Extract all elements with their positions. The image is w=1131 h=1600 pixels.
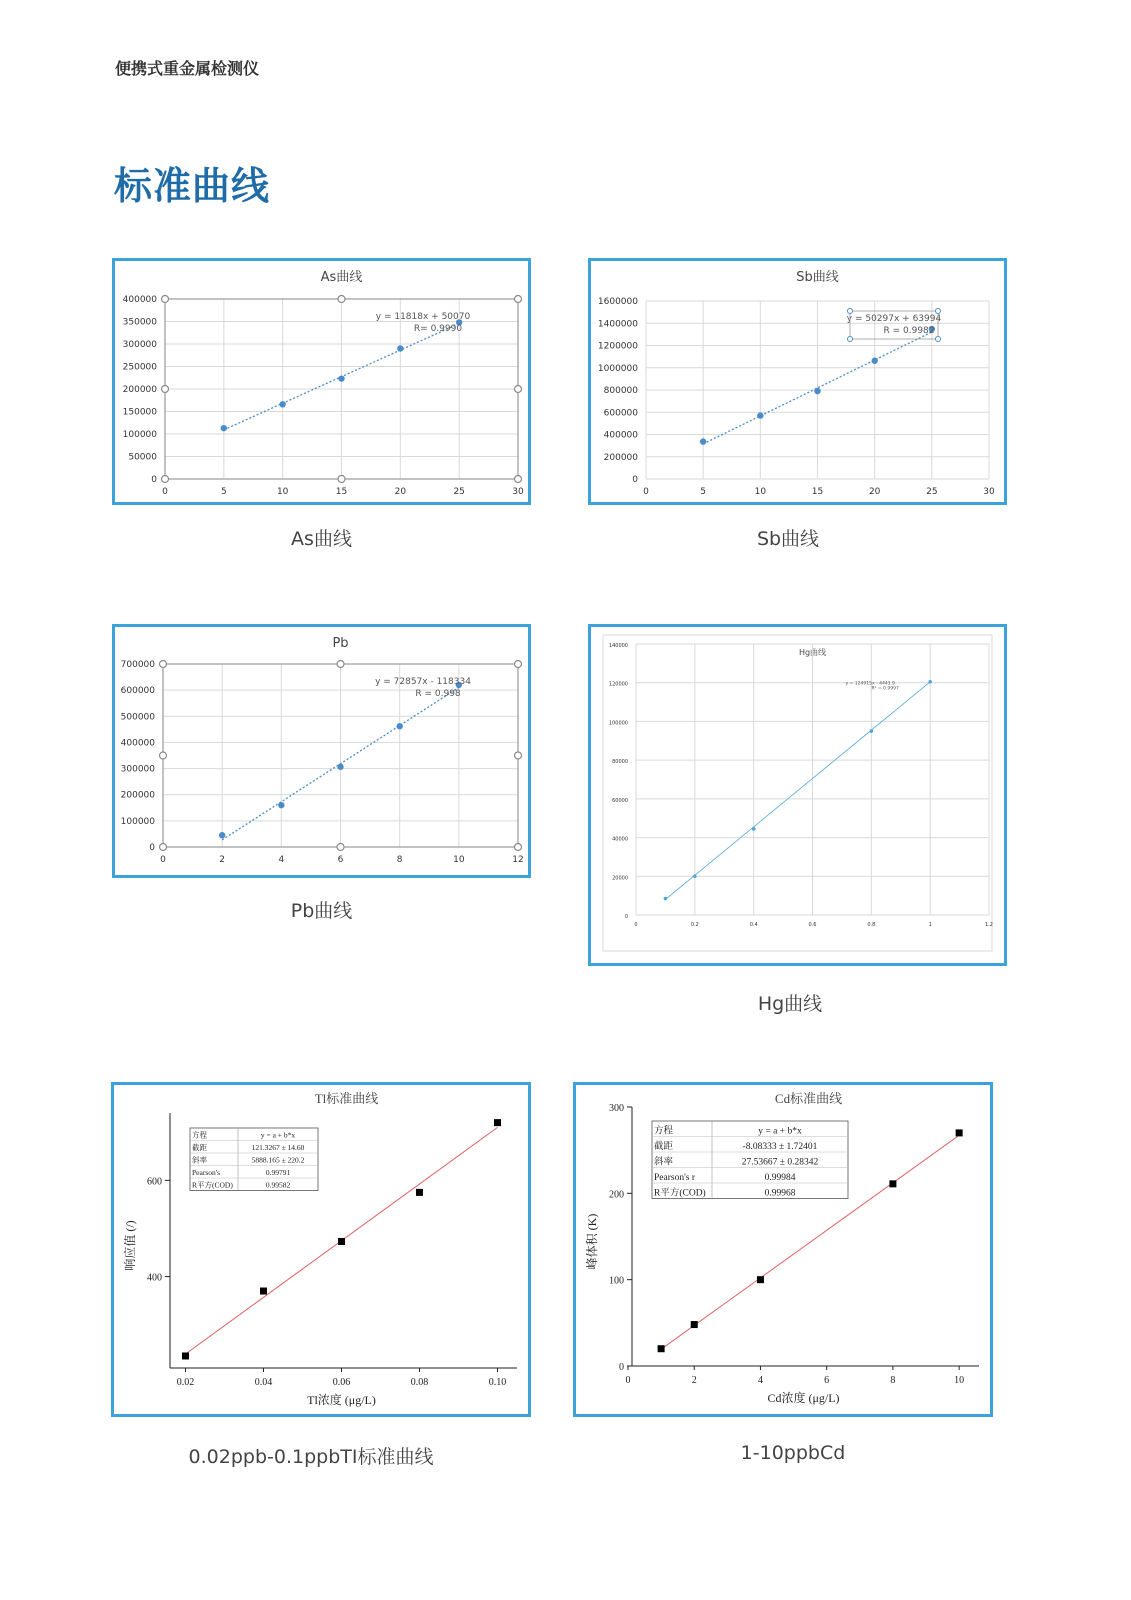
tl-stats-key: R平方(COD) xyxy=(192,1180,233,1190)
pb-data-point xyxy=(278,802,284,808)
cd-ytick-label: 300 xyxy=(609,1103,624,1114)
cd-xtick-label: 8 xyxy=(890,1375,896,1386)
sb-ytick-label: 800000 xyxy=(603,386,638,396)
pb-equation-line: y = 72857x - 118334 xyxy=(375,677,471,687)
pb-ytick-label: 600000 xyxy=(120,686,155,697)
cd-stats-value: 27.53667 ± 0.28342 xyxy=(741,1157,819,1168)
pb-xtick-label: 6 xyxy=(337,855,344,865)
tl-stats-value: 121.3267 ± 14.60 xyxy=(251,1143,305,1152)
as-caption: As曲线 xyxy=(291,528,352,550)
sb-equation-line: R = 0.9982 xyxy=(883,326,935,336)
pb-xtick-label: 8 xyxy=(396,855,403,865)
hg-chart-svg xyxy=(591,627,1004,963)
pb-xtick-label: 0 xyxy=(160,855,166,865)
tl-stats-value: y = a + b*x xyxy=(260,1130,296,1140)
as-ytick-label: 250000 xyxy=(122,362,157,373)
hg-ytick-label: 40000 xyxy=(612,836,628,843)
pb-xtick-label: 4 xyxy=(278,855,285,865)
hg-ytick-label: 120000 xyxy=(608,681,628,688)
cd-xtick-label: 10 xyxy=(954,1375,965,1386)
tl-chart-title: Tl标准曲线 xyxy=(314,1091,379,1106)
sb-ytick-label: 1600000 xyxy=(597,297,638,307)
pb-ytick-label: 300000 xyxy=(120,764,155,775)
cd-data-point xyxy=(757,1276,764,1283)
cd-ytick-label: 0 xyxy=(619,1362,624,1373)
tl-caption: 0.02ppb-0.1ppbTI标准曲线 xyxy=(188,1446,434,1468)
cd-xtick-label: 0 xyxy=(625,1375,631,1386)
sb-chart-frame xyxy=(588,258,1007,505)
cd-stats-key: 方程 xyxy=(654,1126,674,1137)
tl-xtick-label: 0.02 xyxy=(176,1377,195,1388)
as-xtick-label: 20 xyxy=(394,487,407,497)
cd-chart-title: Cd标准曲线 xyxy=(774,1091,843,1106)
as-selection-handle xyxy=(515,476,522,483)
pb-xtick-label: 10 xyxy=(453,855,465,865)
brand-name: 便携式重金属检测仪 xyxy=(115,59,260,78)
tl-data-point xyxy=(260,1288,267,1295)
tl-x-axis-label: Tl浓度 (μg/L) xyxy=(307,1393,376,1407)
as-selection-handle xyxy=(162,386,169,393)
pb-ytick-label: 400000 xyxy=(120,738,155,749)
sb-chart-title: Sb曲线 xyxy=(796,270,839,285)
pb-chart-title: Pb xyxy=(332,636,349,651)
cd-chart-frame xyxy=(573,1082,993,1417)
hg-xtick-label: 0.8 xyxy=(867,922,876,928)
hg-equation-line: y = 124915x - 4443.9 xyxy=(845,681,895,687)
cd-y-axis-label: 峰体积 (K) xyxy=(585,1213,599,1270)
as-data-point xyxy=(338,375,344,381)
hg-xtick-label: 1.2 xyxy=(985,922,993,928)
sb-ytick-label: 600000 xyxy=(603,408,638,419)
tl-data-point xyxy=(416,1189,423,1196)
sb-selection-handle xyxy=(936,309,941,314)
cd-ytick-label: 100 xyxy=(609,1275,624,1287)
hg-chart-frame xyxy=(588,624,1007,966)
tl-xtick-label: 0.06 xyxy=(332,1377,351,1388)
as-selection-handle xyxy=(162,476,169,483)
sb-selection-handle xyxy=(936,337,941,342)
as-ytick-label: 400000 xyxy=(122,295,157,305)
as-data-point xyxy=(279,401,285,407)
sb-xtick-label: 0 xyxy=(643,487,649,497)
pb-xtick-label: 12 xyxy=(512,855,524,865)
pb-chart-svg xyxy=(115,627,528,875)
tl-stats-key: 方程 xyxy=(192,1130,207,1140)
cd-stats-value: 0.99968 xyxy=(764,1188,796,1199)
as-ytick-label: 100000 xyxy=(122,430,157,440)
hg-data-point xyxy=(928,680,932,684)
as-selection-handle xyxy=(515,386,522,393)
cd-data-point xyxy=(889,1180,896,1187)
hg-ytick-label: 0 xyxy=(624,914,628,920)
pb-selection-handle xyxy=(515,752,522,759)
sb-ytick-label: 1000000 xyxy=(597,363,638,374)
sb-ytick-label: 200000 xyxy=(603,452,638,463)
tl-chart-svg xyxy=(114,1085,528,1414)
tl-chart-frame xyxy=(111,1082,531,1417)
hg-data-point xyxy=(752,827,756,831)
sb-data-point xyxy=(814,388,820,394)
as-xtick-label: 10 xyxy=(276,487,289,497)
pb-selection-handle xyxy=(337,844,344,851)
as-selection-handle xyxy=(338,296,345,303)
tl-stats-value: 0.99791 xyxy=(265,1168,291,1177)
as-chart-svg xyxy=(115,261,528,502)
pb-selection-handle xyxy=(337,661,344,668)
as-ytick-label: 350000 xyxy=(122,317,157,328)
sb-xtick-label: 30 xyxy=(983,487,995,497)
pb-data-point xyxy=(219,832,225,838)
tl-xtick-label: 0.04 xyxy=(254,1377,273,1388)
sb-data-point xyxy=(757,412,763,418)
tl-stats-value: 5888.165 ± 220.2 xyxy=(251,1155,305,1165)
cd-xtick-label: 4 xyxy=(757,1375,763,1386)
sb-chart-svg xyxy=(591,261,1004,502)
sb-xtick-label: 5 xyxy=(700,487,707,497)
cd-stats-value: 0.99984 xyxy=(764,1173,796,1183)
hg-xtick-label: 0.2 xyxy=(690,922,699,928)
as-xtick-label: 0 xyxy=(162,487,168,497)
pb-caption: Pb曲线 xyxy=(290,900,353,922)
cd-data-point xyxy=(691,1321,698,1328)
tl-stats-key: 斜率 xyxy=(192,1155,207,1165)
hg-trendline xyxy=(665,682,930,900)
cd-xtick-label: 2 xyxy=(691,1375,697,1386)
hg-xtick-label: 0.6 xyxy=(808,922,817,928)
as-ytick-label: 150000 xyxy=(122,407,157,418)
cd-xtick-label: 6 xyxy=(824,1375,830,1386)
hg-data-point xyxy=(664,897,668,901)
pb-ytick-label: 700000 xyxy=(120,660,155,670)
sb-ytick-label: 1200000 xyxy=(597,341,638,352)
sb-selection-handle xyxy=(848,309,853,314)
hg-ytick-label: 100000 xyxy=(608,720,628,727)
cd-data-point xyxy=(658,1345,665,1352)
hg-xtick-label: 0.4 xyxy=(749,922,758,928)
as-equation-line: R= 0.9990 xyxy=(413,324,463,334)
sb-caption: Sb曲线 xyxy=(756,528,820,550)
sb-xtick-label: 10 xyxy=(754,487,767,497)
sb-xtick-label: 25 xyxy=(926,487,938,497)
pb-ytick-label: 0 xyxy=(149,843,155,853)
tl-xtick-label: 0.08 xyxy=(410,1377,429,1388)
as-data-point xyxy=(221,425,227,431)
sb-ytick-label: 0 xyxy=(632,475,638,485)
pb-equation-line: R = 0.998 xyxy=(415,689,461,699)
as-chart-title: As曲线 xyxy=(320,270,363,285)
tl-y-axis-label: 响应值 (/) xyxy=(123,1220,137,1271)
pb-selection-handle xyxy=(515,844,522,851)
hg-data-point xyxy=(693,874,697,878)
pb-ytick-label: 100000 xyxy=(120,816,155,827)
pb-ytick-label: 200000 xyxy=(120,790,155,801)
as-chart-frame xyxy=(112,258,531,505)
cd-stats-value: -8.08333 ± 1.72401 xyxy=(742,1142,818,1152)
pb-selection-handle xyxy=(515,661,522,668)
cd-stats-key: 截距 xyxy=(654,1142,674,1152)
as-xtick-label: 25 xyxy=(453,487,465,497)
pb-data-point xyxy=(337,764,343,770)
tl-stats-key: Pearson's xyxy=(192,1168,221,1177)
as-selection-handle xyxy=(162,296,169,303)
cd-stats-key: R平方(COD) xyxy=(654,1188,706,1199)
pb-selection-handle xyxy=(160,844,167,851)
pb-data-point xyxy=(396,723,402,729)
pb-selection-handle xyxy=(160,752,167,759)
sb-data-point xyxy=(871,358,877,364)
sb-ytick-label: 400000 xyxy=(603,430,638,441)
as-ytick-label: 50000 xyxy=(128,452,157,463)
cd-x-axis-label: Cd浓度 (μg/L) xyxy=(767,1391,840,1405)
as-data-point xyxy=(397,345,403,351)
cd-stats-value: y = a + b*x xyxy=(758,1126,802,1137)
pb-chart-frame xyxy=(112,624,531,878)
sb-xtick-label: 20 xyxy=(868,487,881,497)
pb-selection-handle xyxy=(160,661,167,668)
cd-stats-key: Pearson's r xyxy=(654,1173,696,1183)
page-title: 标准曲线 xyxy=(114,164,271,208)
hg-ytick-label: 140000 xyxy=(608,643,628,649)
sb-selection-handle xyxy=(848,337,853,342)
hg-data-point xyxy=(870,729,874,733)
tl-xtick-label: 0.10 xyxy=(488,1377,507,1388)
as-xtick-label: 5 xyxy=(220,487,227,497)
hg-ytick-label: 60000 xyxy=(612,797,628,804)
sb-data-point xyxy=(700,438,706,444)
hg-xtick-label: 1 xyxy=(928,922,932,928)
pb-xtick-label: 2 xyxy=(219,855,226,865)
tl-ytick-label: 600 xyxy=(147,1176,162,1188)
as-xtick-label: 30 xyxy=(512,487,524,497)
hg-equation-line: R² = 0.9997 xyxy=(871,686,899,692)
tl-data-point xyxy=(494,1119,501,1126)
as-ytick-label: 0 xyxy=(151,475,157,485)
tl-data-point xyxy=(338,1238,345,1245)
hg-ytick-label: 80000 xyxy=(612,759,628,766)
cd-caption: 1-10ppbCd xyxy=(740,1442,846,1464)
as-ytick-label: 200000 xyxy=(122,385,157,395)
cd-stats-key: 斜率 xyxy=(654,1157,674,1168)
sb-xtick-label: 15 xyxy=(811,487,824,497)
pb-ytick-label: 500000 xyxy=(120,712,155,723)
as-selection-handle xyxy=(338,476,345,483)
tl-data-point xyxy=(182,1352,189,1359)
cd-data-point xyxy=(956,1129,963,1136)
cd-chart-svg xyxy=(576,1085,990,1414)
sb-ytick-label: 1400000 xyxy=(597,319,638,330)
as-ytick-label: 300000 xyxy=(122,340,157,350)
tl-ytick-label: 400 xyxy=(147,1272,162,1284)
hg-caption: Hg曲线 xyxy=(757,993,823,1015)
as-xtick-label: 15 xyxy=(335,487,348,497)
tl-stats-key: 截距 xyxy=(192,1143,207,1152)
as-equation-line: y = 11818x + 50070 xyxy=(375,312,471,322)
tl-stats-value: 0.99582 xyxy=(265,1180,291,1190)
hg-xtick-label: 0 xyxy=(634,922,638,928)
hg-ytick-label: 20000 xyxy=(612,875,628,882)
sb-equation-line: y = 50297x + 63994 xyxy=(846,314,942,324)
hg-chart-title: Hg曲线 xyxy=(798,648,827,657)
cd-ytick-label: 200 xyxy=(609,1189,624,1201)
as-selection-handle xyxy=(515,296,522,303)
